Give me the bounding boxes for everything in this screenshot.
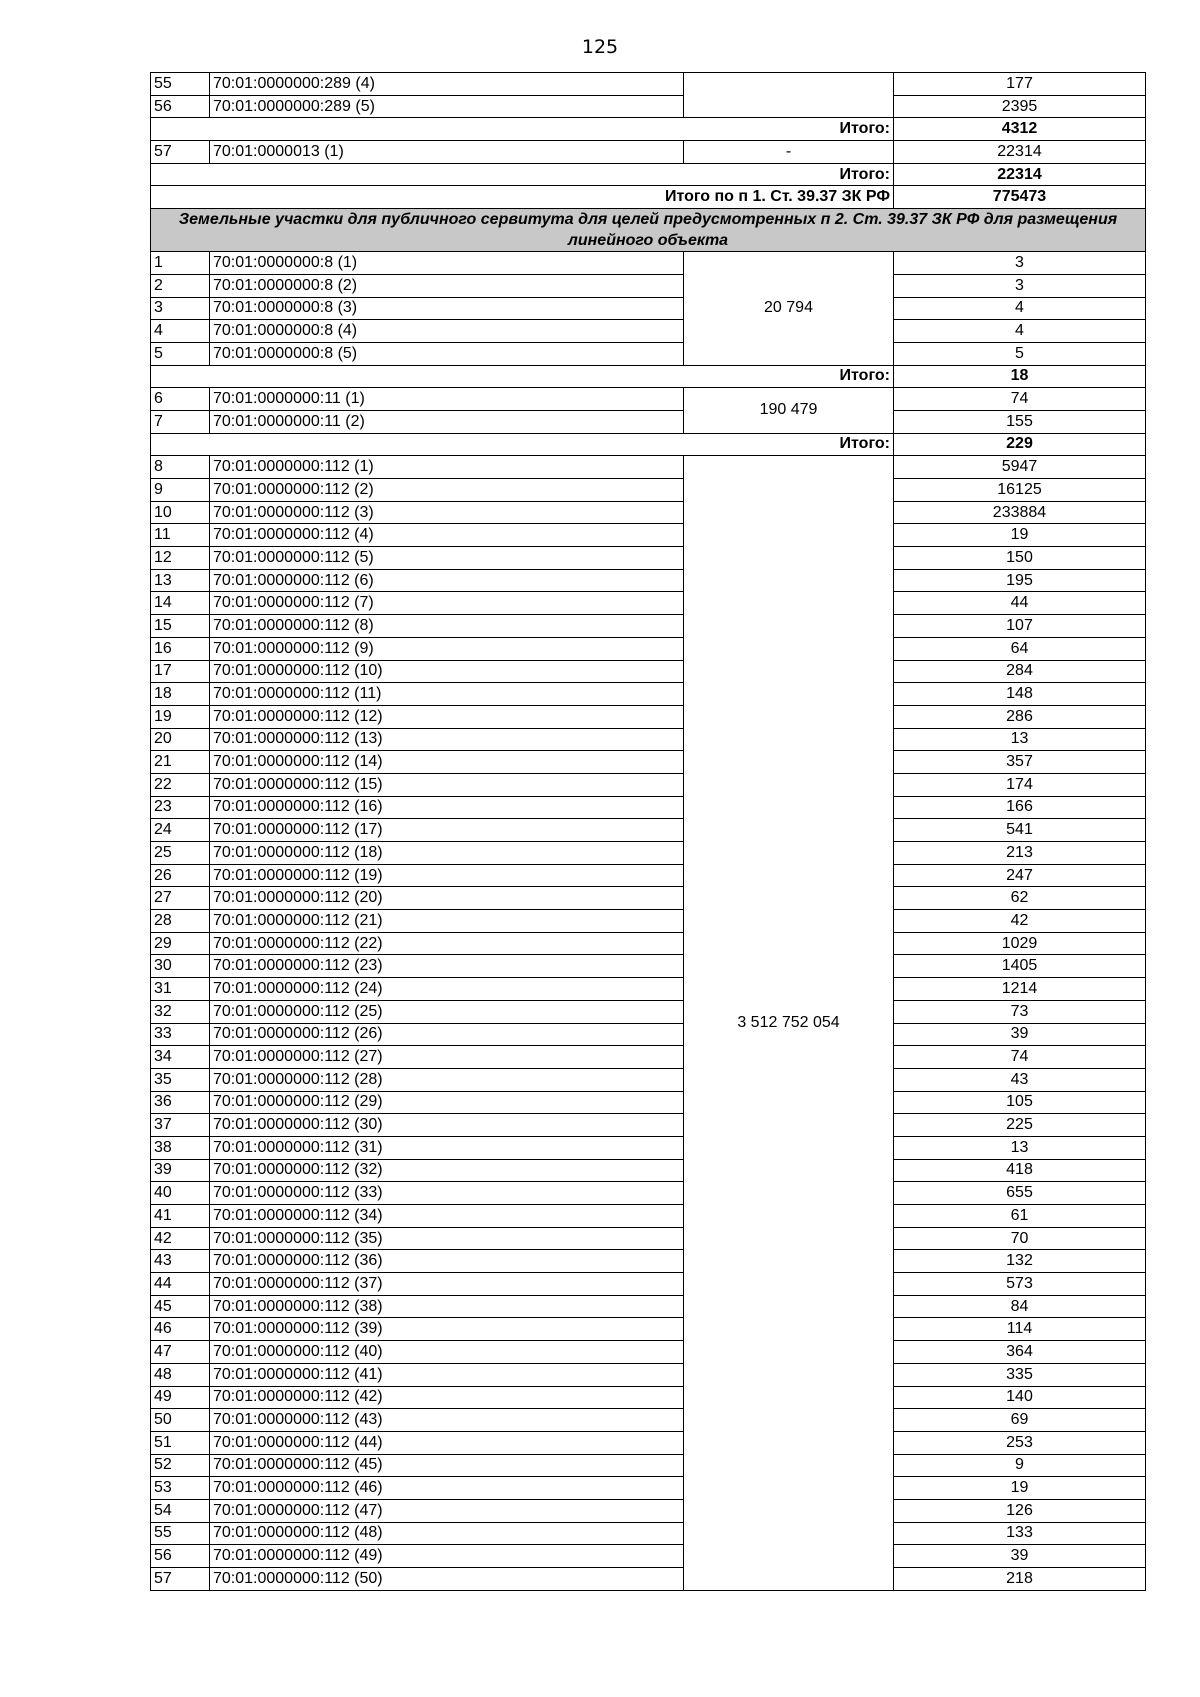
row-number: 28: [151, 910, 210, 933]
cadastral-number: 70:01:0000000:112 (23): [210, 955, 684, 978]
table-row: [151, 751, 1146, 774]
servitude-area: 13: [894, 1136, 1146, 1159]
row-number: 18: [151, 683, 210, 706]
row-number: 29: [151, 932, 210, 955]
row-number: 52: [151, 1454, 210, 1477]
table-row: [151, 728, 1146, 751]
servitude-area: 39: [894, 1545, 1146, 1568]
section-header-row: [151, 209, 1146, 252]
table-row: [151, 1091, 1146, 1114]
cadastral-number: 70:01:0000000:112 (41): [210, 1363, 684, 1386]
cadastral-number: 70:01:0000000:112 (34): [210, 1205, 684, 1228]
table-row: [151, 864, 1146, 887]
plot-area: 3 512 752 054: [684, 456, 894, 1590]
servitude-area: 44: [894, 592, 1146, 615]
servitude-area: 364: [894, 1341, 1146, 1364]
row-number: 9: [151, 479, 210, 502]
cadastral-number: 70:01:0000000:289 (4): [210, 73, 684, 96]
servitude-area: 13: [894, 728, 1146, 751]
row-number: 19: [151, 705, 210, 728]
table-row: [151, 342, 1146, 365]
row-number: 26: [151, 864, 210, 887]
servitude-area: 284: [894, 660, 1146, 683]
servitude-area: 114: [894, 1318, 1146, 1341]
cadastral-number: 70:01:0000000:112 (14): [210, 751, 684, 774]
section-title: Земельные участки для публичного сервитута для целей предусмотренных п 2. Ст. 39.37 ЗК РФ для размещения линейного объекта: [151, 209, 1146, 252]
table-row: [151, 501, 1146, 524]
table-row: [151, 637, 1146, 660]
row-number: 48: [151, 1363, 210, 1386]
servitude-area: 133: [894, 1522, 1146, 1545]
table-row: [151, 819, 1146, 842]
row-number: 44: [151, 1273, 210, 1296]
row-number: 25: [151, 842, 210, 865]
total-row: [151, 118, 1146, 141]
servitude-area: 247: [894, 864, 1146, 887]
table-row: [151, 1227, 1146, 1250]
cadastral-number: 70:01:0000000:112 (1): [210, 456, 684, 479]
total-label: Итого:: [151, 163, 894, 186]
servitude-area: 126: [894, 1499, 1146, 1522]
row-number: 36: [151, 1091, 210, 1114]
servitude-area: 74: [894, 388, 1146, 411]
table-row: [151, 95, 1146, 118]
cadastral-number: 70:01:0000000:112 (49): [210, 1545, 684, 1568]
row-number: 37: [151, 1114, 210, 1137]
table-row: [151, 1318, 1146, 1341]
cadastral-number: 70:01:0000000:112 (30): [210, 1114, 684, 1137]
table-row: [151, 932, 1146, 955]
servitude-area: 5: [894, 342, 1146, 365]
servitude-area: 335: [894, 1363, 1146, 1386]
row-number: 39: [151, 1159, 210, 1182]
servitude-area: 70: [894, 1227, 1146, 1250]
servitude-area: 213: [894, 842, 1146, 865]
table-row: [151, 547, 1146, 570]
row-number: 17: [151, 660, 210, 683]
table-row: [151, 615, 1146, 638]
servitude-area: 16125: [894, 479, 1146, 502]
row-number: 27: [151, 887, 210, 910]
plot-area: -: [684, 141, 894, 164]
servitude-area: 195: [894, 569, 1146, 592]
servitude-area: 132: [894, 1250, 1146, 1273]
table-row: [151, 1046, 1146, 1069]
servitude-area: 177: [894, 73, 1146, 96]
row-number: 46: [151, 1318, 210, 1341]
row-number: 34: [151, 1046, 210, 1069]
row-number: 3: [151, 297, 210, 320]
cadastral-number: 70:01:0000000:112 (42): [210, 1386, 684, 1409]
cadastral-number: 70:01:0000000:112 (7): [210, 592, 684, 615]
row-number: 53: [151, 1477, 210, 1500]
table-row: [151, 1182, 1146, 1205]
servitude-area: 225: [894, 1114, 1146, 1137]
servitude-area: 418: [894, 1159, 1146, 1182]
servitude-area: 1214: [894, 978, 1146, 1001]
table-row: [151, 1545, 1146, 1568]
table-row: [151, 252, 1146, 275]
servitude-area: 69: [894, 1409, 1146, 1432]
table-row: [151, 141, 1146, 164]
cadastral-number: 70:01:0000000:8 (5): [210, 342, 684, 365]
row-number: 30: [151, 955, 210, 978]
row-number: 24: [151, 819, 210, 842]
table-body: [151, 73, 1146, 1591]
row-number: 55: [151, 73, 210, 96]
cadastral-number: 70:01:0000000:112 (11): [210, 683, 684, 706]
servitude-area: 43: [894, 1068, 1146, 1091]
cadastral-number: 70:01:0000000:112 (46): [210, 1477, 684, 1500]
table-row: [151, 773, 1146, 796]
cadastral-number: 70:01:0000000:112 (3): [210, 501, 684, 524]
cadastral-number: 70:01:0000000:112 (18): [210, 842, 684, 865]
cadastral-number: 70:01:0000013 (1): [210, 141, 684, 164]
total-label: Итого:: [151, 433, 894, 456]
cadastral-number: 70:01:0000000:112 (22): [210, 932, 684, 955]
cadastral-number: 70:01:0000000:112 (2): [210, 479, 684, 502]
cadastral-number: 70:01:0000000:112 (15): [210, 773, 684, 796]
table-row: [151, 1205, 1146, 1228]
row-number: 12: [151, 547, 210, 570]
servitude-area: 22314: [894, 141, 1146, 164]
servitude-area: 1405: [894, 955, 1146, 978]
cadastral-number: 70:01:0000000:112 (48): [210, 1522, 684, 1545]
cadastral-number: 70:01:0000000:112 (28): [210, 1068, 684, 1091]
servitude-area: 233884: [894, 501, 1146, 524]
table-row: [151, 842, 1146, 865]
cadastral-number: 70:01:0000000:112 (38): [210, 1295, 684, 1318]
table-row: [151, 1499, 1146, 1522]
row-number: 2: [151, 274, 210, 297]
cadastral-number: 70:01:0000000:112 (24): [210, 978, 684, 1001]
table-row: [151, 1023, 1146, 1046]
total-label: Итого:: [151, 118, 894, 141]
plot-area: 190 479: [684, 388, 894, 433]
cadastral-number: 70:01:0000000:112 (40): [210, 1341, 684, 1364]
total-value: 18: [894, 365, 1146, 388]
cadastral-number: 70:01:0000000:112 (44): [210, 1431, 684, 1454]
row-number: 11: [151, 524, 210, 547]
cadastral-number: 70:01:0000000:112 (33): [210, 1182, 684, 1205]
cadastral-number: 70:01:0000000:112 (50): [210, 1568, 684, 1591]
table-row: [151, 1477, 1146, 1500]
row-number: 4: [151, 320, 210, 343]
table-row: [151, 388, 1146, 411]
servitude-area: 357: [894, 751, 1146, 774]
cadastral-number: 70:01:0000000:112 (16): [210, 796, 684, 819]
cadastral-number: 70:01:0000000:112 (36): [210, 1250, 684, 1273]
table-row: [151, 1409, 1146, 1432]
row-number: 14: [151, 592, 210, 615]
table-row: [151, 1363, 1146, 1386]
table-row: [151, 297, 1146, 320]
total-row: [151, 163, 1146, 186]
table-row: [151, 1431, 1146, 1454]
cadastral-number: 70:01:0000000:112 (5): [210, 547, 684, 570]
row-number: 15: [151, 615, 210, 638]
row-number: 56: [151, 1545, 210, 1568]
table-row: [151, 274, 1146, 297]
table-row: [151, 1114, 1146, 1137]
row-number: 6: [151, 388, 210, 411]
table-row: [151, 569, 1146, 592]
servitude-area: 19: [894, 1477, 1146, 1500]
row-number: 22: [151, 773, 210, 796]
row-number: 23: [151, 796, 210, 819]
total-row: [151, 186, 1146, 209]
row-number: 16: [151, 637, 210, 660]
table-row: [151, 410, 1146, 433]
servitude-area: 148: [894, 683, 1146, 706]
cadastral-number: 70:01:0000000:112 (9): [210, 637, 684, 660]
table-row: [151, 1295, 1146, 1318]
row-number: 32: [151, 1000, 210, 1023]
servitude-area: 3: [894, 252, 1146, 275]
servitude-area: 5947: [894, 456, 1146, 479]
total-row: [151, 433, 1146, 456]
cadastral-number: 70:01:0000000:112 (26): [210, 1023, 684, 1046]
servitude-area: 4: [894, 320, 1146, 343]
servitude-area: 3: [894, 274, 1146, 297]
table-row: [151, 1250, 1146, 1273]
table-row: [151, 524, 1146, 547]
land-plots-table: [150, 72, 1146, 1591]
servitude-area: 42: [894, 910, 1146, 933]
table-row: [151, 1159, 1146, 1182]
cadastral-number: 70:01:0000000:8 (2): [210, 274, 684, 297]
servitude-area: 150: [894, 547, 1146, 570]
cadastral-number: 70:01:0000000:112 (27): [210, 1046, 684, 1069]
total-label: Итого по п 1. Ст. 39.37 ЗК РФ: [151, 186, 894, 209]
cadastral-number: 70:01:0000000:112 (43): [210, 1409, 684, 1432]
row-number: 55: [151, 1522, 210, 1545]
servitude-area: 655: [894, 1182, 1146, 1205]
servitude-area: 573: [894, 1273, 1146, 1296]
row-number: 45: [151, 1295, 210, 1318]
total-row: [151, 365, 1146, 388]
servitude-area: 62: [894, 887, 1146, 910]
cadastral-number: 70:01:0000000:112 (12): [210, 705, 684, 728]
row-number: 35: [151, 1068, 210, 1091]
table-row: [151, 1522, 1146, 1545]
cadastral-number: 70:01:0000000:112 (4): [210, 524, 684, 547]
row-number: 33: [151, 1023, 210, 1046]
row-number: 57: [151, 141, 210, 164]
cadastral-number: 70:01:0000000:112 (10): [210, 660, 684, 683]
row-number: 47: [151, 1341, 210, 1364]
cadastral-number: 70:01:0000000:112 (19): [210, 864, 684, 887]
table-row: [151, 955, 1146, 978]
cadastral-number: 70:01:0000000:289 (5): [210, 95, 684, 118]
cadastral-number: 70:01:0000000:11 (2): [210, 410, 684, 433]
row-number: 54: [151, 1499, 210, 1522]
cadastral-number: 70:01:0000000:112 (17): [210, 819, 684, 842]
servitude-area: 105: [894, 1091, 1146, 1114]
servitude-area: 253: [894, 1431, 1146, 1454]
servitude-area: 166: [894, 796, 1146, 819]
table-row: [151, 1341, 1146, 1364]
cadastral-number: 70:01:0000000:112 (25): [210, 1000, 684, 1023]
table-row: [151, 1136, 1146, 1159]
plot-area: 20 794: [684, 252, 894, 365]
table-row: [151, 796, 1146, 819]
total-value: 22314: [894, 163, 1146, 186]
cadastral-number: 70:01:0000000:112 (13): [210, 728, 684, 751]
cadastral-number: 70:01:0000000:112 (31): [210, 1136, 684, 1159]
table-row: [151, 1000, 1146, 1023]
plot-area: [684, 73, 894, 118]
row-number: 10: [151, 501, 210, 524]
cadastral-number: 70:01:0000000:112 (29): [210, 1091, 684, 1114]
table-row: [151, 887, 1146, 910]
servitude-area: 84: [894, 1295, 1146, 1318]
row-number: 42: [151, 1227, 210, 1250]
row-number: 1: [151, 252, 210, 275]
servitude-area: 19: [894, 524, 1146, 547]
servitude-area: 541: [894, 819, 1146, 842]
row-number: 40: [151, 1182, 210, 1205]
table-row: [151, 592, 1146, 615]
row-number: 20: [151, 728, 210, 751]
table-row: [151, 479, 1146, 502]
table-row: [151, 1454, 1146, 1477]
table-row: [151, 1068, 1146, 1091]
servitude-area: 174: [894, 773, 1146, 796]
cadastral-number: 70:01:0000000:112 (47): [210, 1499, 684, 1522]
page-number: 125: [581, 36, 619, 58]
row-number: 7: [151, 410, 210, 433]
servitude-area: 4: [894, 297, 1146, 320]
table-row: [151, 73, 1146, 96]
servitude-area: 39: [894, 1023, 1146, 1046]
row-number: 50: [151, 1409, 210, 1432]
table-row: [151, 705, 1146, 728]
servitude-area: 218: [894, 1568, 1146, 1591]
servitude-area: 74: [894, 1046, 1146, 1069]
cadastral-number: 70:01:0000000:112 (37): [210, 1273, 684, 1296]
cadastral-number: 70:01:0000000:8 (4): [210, 320, 684, 343]
row-number: 51: [151, 1431, 210, 1454]
cadastral-number: 70:01:0000000:112 (39): [210, 1318, 684, 1341]
row-number: 21: [151, 751, 210, 774]
table-row: [151, 320, 1146, 343]
cadastral-number: 70:01:0000000:112 (32): [210, 1159, 684, 1182]
cadastral-number: 70:01:0000000:112 (6): [210, 569, 684, 592]
servitude-area: 107: [894, 615, 1146, 638]
cadastral-number: 70:01:0000000:112 (8): [210, 615, 684, 638]
cadastral-number: 70:01:0000000:112 (20): [210, 887, 684, 910]
total-label: Итого:: [151, 365, 894, 388]
servitude-area: 286: [894, 705, 1146, 728]
servitude-area: 73: [894, 1000, 1146, 1023]
table-row: [151, 1568, 1146, 1591]
row-number: 31: [151, 978, 210, 1001]
row-number: 43: [151, 1250, 210, 1273]
servitude-area: 155: [894, 410, 1146, 433]
row-number: 56: [151, 95, 210, 118]
row-number: 41: [151, 1205, 210, 1228]
total-value: 4312: [894, 118, 1146, 141]
table-row: [151, 978, 1146, 1001]
cadastral-number: 70:01:0000000:112 (35): [210, 1227, 684, 1250]
servitude-area: 1029: [894, 932, 1146, 955]
table-row: [151, 1273, 1146, 1296]
total-value: 775473: [894, 186, 1146, 209]
servitude-area: 2395: [894, 95, 1146, 118]
row-number: 49: [151, 1386, 210, 1409]
table-row: [151, 660, 1146, 683]
cadastral-number: 70:01:0000000:11 (1): [210, 388, 684, 411]
row-number: 5: [151, 342, 210, 365]
cadastral-number: 70:01:0000000:8 (3): [210, 297, 684, 320]
table-row: [151, 683, 1146, 706]
cadastral-number: 70:01:0000000:112 (45): [210, 1454, 684, 1477]
row-number: 13: [151, 569, 210, 592]
servitude-area: 9: [894, 1454, 1146, 1477]
row-number: 57: [151, 1568, 210, 1591]
table-row: [151, 910, 1146, 933]
table-row: [151, 1386, 1146, 1409]
servitude-area: 61: [894, 1205, 1146, 1228]
row-number: 38: [151, 1136, 210, 1159]
total-value: 229: [894, 433, 1146, 456]
cadastral-number: 70:01:0000000:8 (1): [210, 252, 684, 275]
servitude-area: 140: [894, 1386, 1146, 1409]
cadastral-number: 70:01:0000000:112 (21): [210, 910, 684, 933]
table-row: [151, 456, 1146, 479]
servitude-area: 64: [894, 637, 1146, 660]
row-number: 8: [151, 456, 210, 479]
